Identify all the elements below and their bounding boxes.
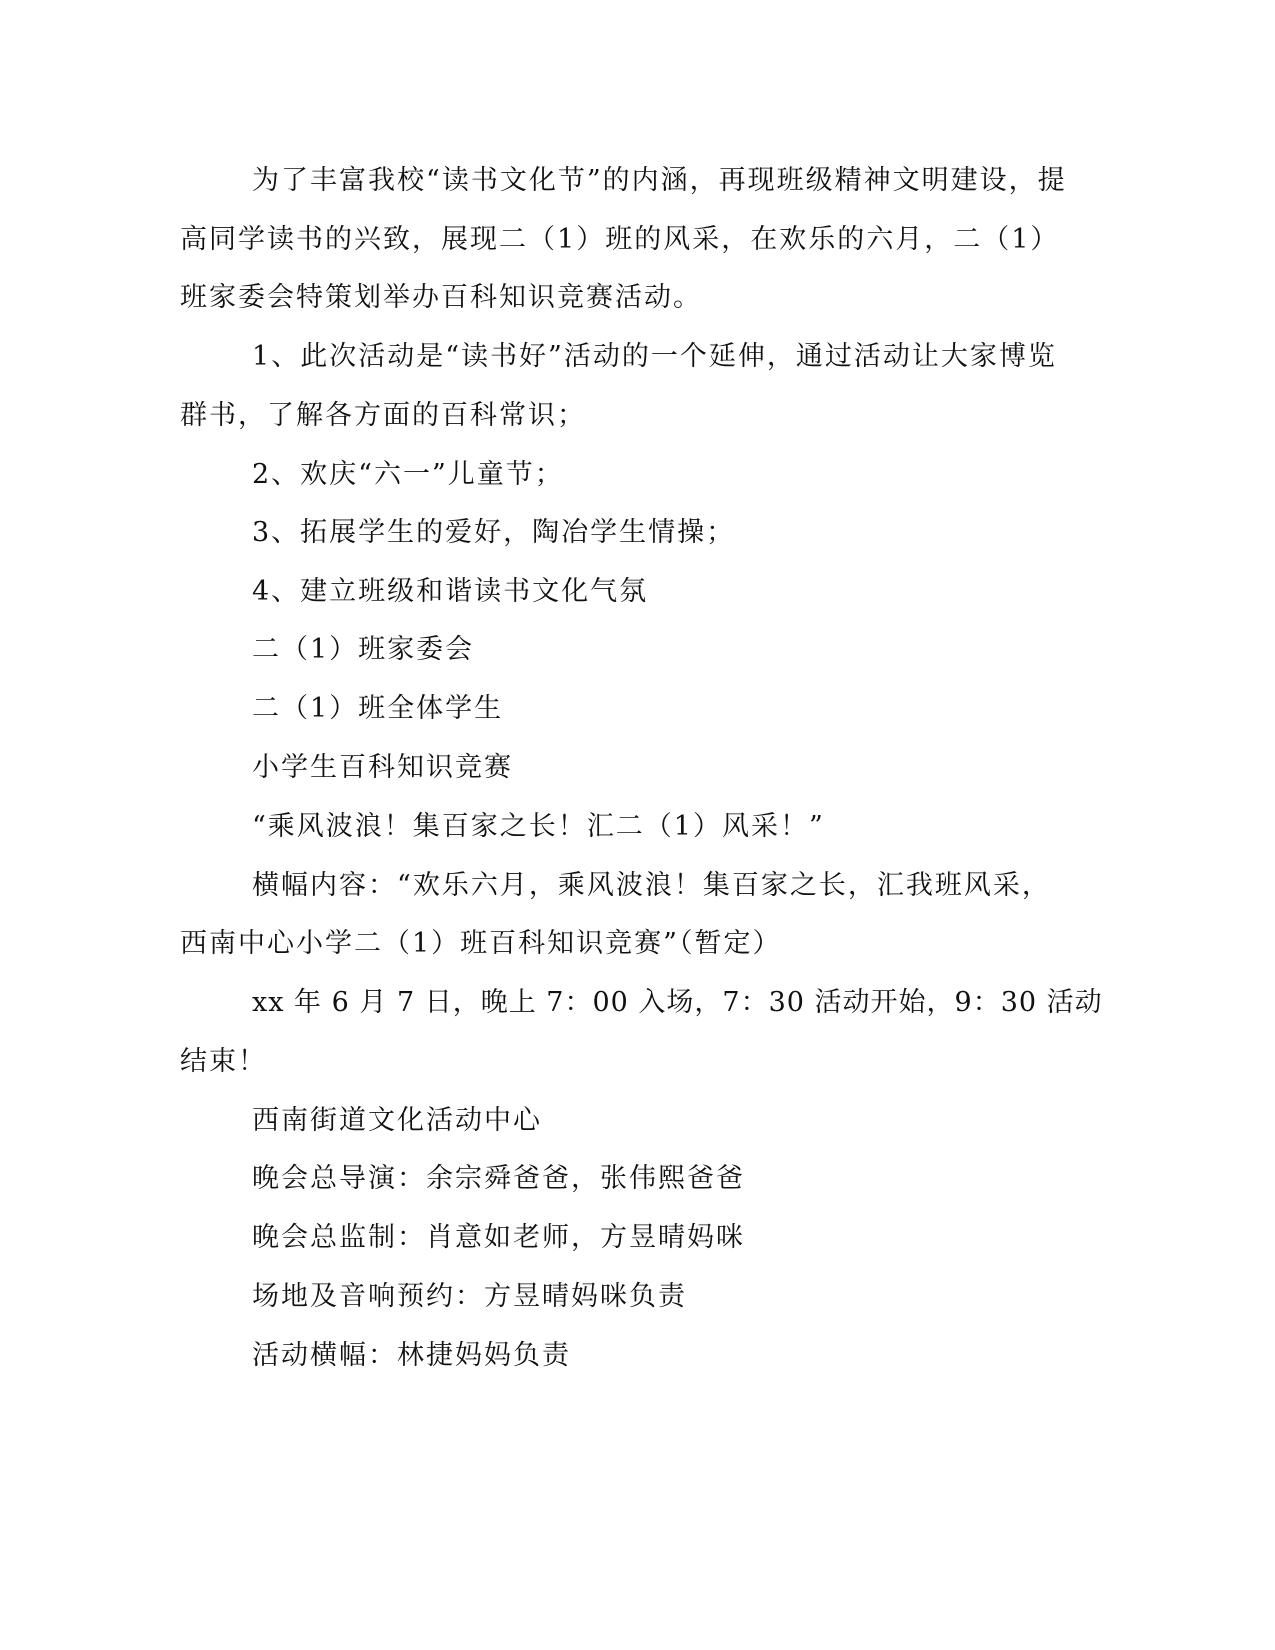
venue-sound-booking: 场地及音响预约：方昱晴妈咪负责 <box>252 1281 687 1312</box>
organizer: 二（1）班家委会 <box>252 634 475 665</box>
participants: 二（1）班全体学生 <box>252 693 504 724</box>
purpose-2: 2、欢庆“六一”儿童节； <box>252 459 564 490</box>
purpose-1-line-2: 群书，了解各方面的百科常识； <box>180 400 586 431</box>
activity-banner-duty: 活动横幅：林捷妈妈负责 <box>252 1340 571 1371</box>
purpose-4: 4、建立班级和谐读书文化气氛 <box>252 576 649 607</box>
event-time-line-2: 结束！ <box>180 1046 267 1077</box>
venue: 西南街道文化活动中心 <box>252 1105 542 1136</box>
slogan: “乘风波浪！集百家之长！汇二（1）风采！” <box>252 811 825 842</box>
purpose-1-line-1: 1 、 此 次 活 动 是 “ 读 书 好 ” 活 动 的 一 个 延 伸 ， 通 过 活 动 让 大 家 博 览 <box>252 341 1057 372</box>
purpose-3: 3、拓展学生的爱好，陶冶学生情操； <box>252 517 736 548</box>
general-supervisor: 晚会总监制：肖意如老师，方昱晴妈咪 <box>252 1222 745 1253</box>
general-director: 晚会总导演：余宗舜爸爸，张伟熙爸爸 <box>252 1163 745 1194</box>
intro-line-3: 班家委会特策划举办百科知识竞赛活动。 <box>180 282 702 313</box>
event-time-line-1: xx 年 6 月 7 日，晚上 7：00 入场，7：30 活动开始，9：30 活动 <box>252 987 1103 1018</box>
banner-content-line-1: 横 幅 内 容 ： “ 欢 乐 六 月 ， 乘 风 波 浪 ！ 集 百 家 之 长 ， 汇 我 班 风 采 ， <box>252 870 1051 901</box>
intro-line-1: 为 了 丰 富 我 校 “ 读 书 文 化 节 ” 的 内 涵 ， 再 现 班 级 精 神 文 明 建 设 ， 提 <box>252 165 1067 196</box>
activity-theme: 小学生百科知识竞赛 <box>252 752 513 783</box>
banner-content-line-2: 西南中心小学二（1）班百科知识竞赛”（暂定） <box>180 928 782 959</box>
intro-line-2: 高 同 学 读 书 的 兴 致 ， 展 现 二 （ 1 ） 班 的 风 采 ， 在 欢 乐 的 六 月 ， 二 （ 1 ） <box>180 224 1060 255</box>
